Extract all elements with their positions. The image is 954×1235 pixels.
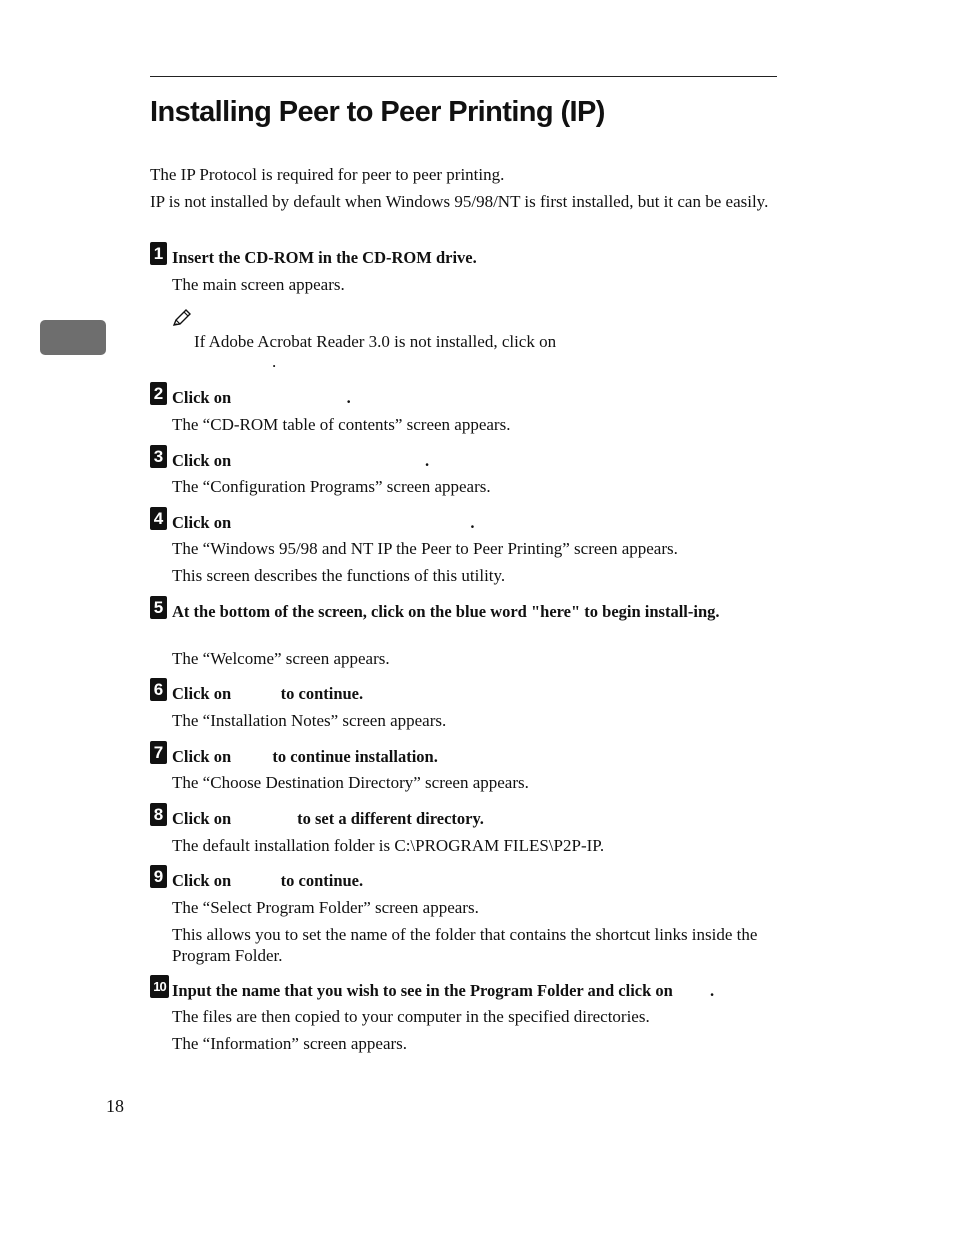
step-number-4: 4 — [150, 507, 167, 530]
step-2-result: The “CD-ROM table of contents” screen appears. — [172, 415, 511, 434]
step-number-5: 5 — [150, 596, 167, 619]
step-10-result: The files are then copied to your computer in the specified directories. — [172, 1007, 650, 1026]
step-number-10: 10 — [150, 975, 169, 998]
step-number-1: 1 — [150, 242, 167, 265]
step-4-text: Click on . — [172, 513, 475, 532]
step-3-result: The “Configuration Programs” screen appears. — [172, 477, 491, 496]
step-2-text: Click on . — [172, 388, 351, 407]
step-9-description: This allows you to set the name of the folder that contains the shortcut links inside the Program Folder. — [172, 925, 758, 965]
header-rule — [150, 76, 777, 77]
step-6-result: The “Installation Notes” screen appears. — [172, 711, 447, 730]
step-9-result: The “Select Program Folder” screen appears. — [172, 898, 479, 917]
step-1-text: Insert the CD-ROM in the CD-ROM drive. — [172, 248, 477, 267]
step-7-text: Click on to continue installation. — [172, 747, 438, 766]
step-3-text: Click on . — [172, 451, 430, 470]
page-title: Installing Peer to Peer Printing (IP) — [150, 96, 605, 128]
step-10-info: The “Information” screen appears. — [172, 1034, 408, 1053]
step-4-description: This screen describes the functions of this utility. — [172, 566, 506, 585]
step-4-result: The “Windows 95/98 and NT IP the Peer to Peer Printing” screen appears. — [172, 539, 678, 558]
step-number-6: 6 — [150, 678, 167, 701]
step-5-text: At the bottom of the screen, click on the blue word "here" to begin install-ing. — [172, 602, 720, 621]
step-number-9: 9 — [150, 865, 167, 888]
step-number-3: 3 — [150, 445, 167, 468]
intro-paragraph-1: The IP Protocol is required for peer to peer printing. — [150, 165, 505, 184]
step-5-result: The “Welcome” screen appears. — [172, 649, 390, 668]
step-9-text: Click on to continue. — [172, 871, 364, 890]
page-number: 18 — [106, 1096, 124, 1116]
step-8-result: The default installation folder is C:\PROGRAM FILES\P2P-IP. — [172, 836, 605, 855]
step-8-text: Click on to set a different directory. — [172, 809, 484, 828]
pencil-icon — [172, 308, 192, 328]
step-number-2: 2 — [150, 382, 167, 405]
chapter-tab — [40, 320, 106, 355]
step-10-text: Input the name that you wish to see in the Program Folder and click on . — [172, 981, 715, 1000]
step-7-result: The “Choose Destination Directory” screen appears. — [172, 773, 529, 792]
step-1-result: The main screen appears. — [172, 275, 345, 294]
step-number-7: 7 — [150, 741, 167, 764]
note-line-1: If Adobe Acrobat Reader 3.0 is not installed, click on — [194, 332, 557, 351]
intro-paragraph-2: IP is not installed by default when Windows 95/98/NT is first installed, but it can be easily. — [150, 192, 769, 211]
step-6-text: Click on to continue. — [172, 684, 364, 703]
note-line-2: . — [272, 352, 277, 371]
step-number-8: 8 — [150, 803, 167, 826]
